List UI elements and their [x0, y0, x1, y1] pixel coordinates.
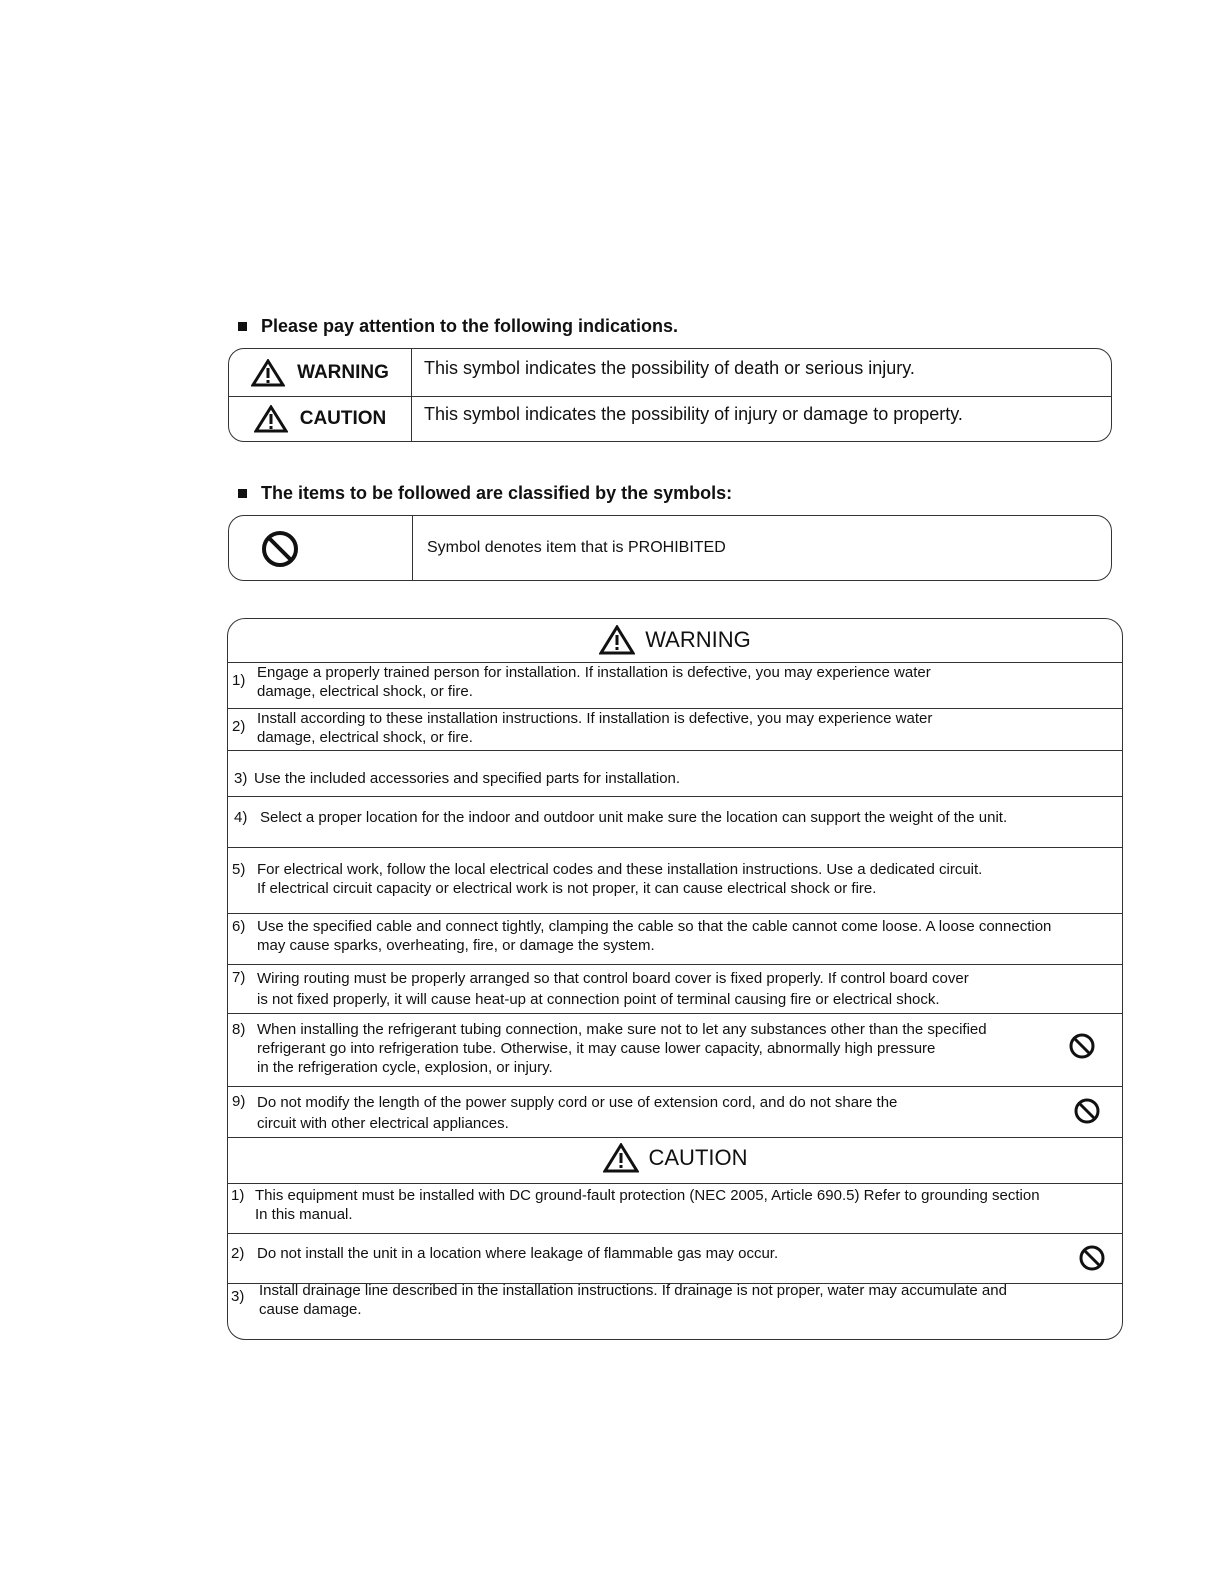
item-number: 8) — [232, 1021, 246, 1038]
safety-precautions-box — [227, 618, 1123, 1340]
indications-heading-text: Please pay attention to the following indications. — [261, 316, 679, 336]
legend-symbol-warning — [229, 349, 412, 396]
item-text: Do not modify the length of the power supply cord or use of extension cord, and do not share the circuit with other electrical appliances. — [257, 1094, 898, 1132]
divider — [228, 913, 1122, 914]
warning-section-title — [228, 625, 1122, 655]
item-text: Engage a properly trained person for installation. If installation is defective, you may experience water damage, electrical shock, or fire. — [257, 664, 931, 700]
legend-row-caution — [229, 396, 1111, 441]
item-number: 4) — [234, 809, 248, 826]
item-number: 7) — [232, 969, 246, 986]
legend-caution-label: CAUTION — [299, 407, 387, 429]
legend-warning-label: WARNING — [297, 361, 389, 383]
item-number: 2) — [232, 718, 246, 735]
item-number: 1) — [232, 672, 246, 689]
item-number: 6) — [232, 918, 246, 935]
item-text: For electrical work, follow the local electrical codes and these installation instructions. Use a dedicated circuit. If electrical circuit capacity or electrical work is not proper, it can cause electrical shock or fire. — [257, 861, 983, 897]
prohibited-description: Symbol denotes item that is PROHIBITED — [427, 539, 726, 556]
divider — [228, 1183, 1122, 1184]
legend-caution-description: This symbol indicates the possibility of injury or damage to property. — [424, 404, 963, 424]
indications-legend — [228, 348, 1112, 442]
indications-heading — [238, 316, 678, 337]
warning-title-text: WARNING — [645, 627, 751, 652]
legend-symbol-caution — [229, 396, 412, 441]
item-text: Do not install the unit in a location where leakage of flammable gas may occur. — [257, 1245, 779, 1262]
item-number: 3) — [231, 1288, 245, 1305]
prohibited-icon — [1079, 1245, 1105, 1271]
warning-triangle-icon — [599, 625, 635, 655]
item-text: Wiring routing must be properly arranged so that control board cover is fixed properly. If control board cover is not fixed properly, it will cause heat-up at connection point of terminal causing fire or electrical shock. — [257, 970, 969, 1008]
item-text: This equipment must be installed with DC ground-fault protection (NEC 2005, Article 690.5) Refer to grounding section In this manual. — [255, 1187, 1040, 1223]
item-text: Install according to these installation instructions. If installation is defective, you may experience water damage, electrical shock, or fire. — [257, 710, 933, 746]
classified-heading-text: The items to be followed are classified by the symbols: — [261, 483, 733, 503]
divider — [228, 750, 1122, 751]
divider — [228, 1137, 1122, 1138]
square-bullet-icon — [238, 489, 247, 498]
item-number: 9) — [232, 1093, 246, 1110]
warning-triangle-icon — [251, 359, 285, 387]
item-text: Select a proper location for the indoor and outdoor unit make sure the location can support the weight of the unit. — [260, 809, 1008, 826]
warning-triangle-icon — [254, 405, 288, 433]
divider — [228, 1233, 1122, 1234]
item-number: 5) — [232, 861, 246, 878]
item-number: 1) — [231, 1187, 245, 1204]
item-text: When installing the refrigerant tubing connection, make sure not to let any substances other than the specified refrigerant go into refrigeration tube. Otherwise, it may cause lower capacity, abnormally high pressure in the refrigeration cycle, explosion, or injury. — [257, 1021, 987, 1076]
item-number: 2) — [231, 1245, 245, 1262]
prohibited-legend — [228, 515, 1112, 581]
item-number: 3) — [234, 770, 248, 787]
item-text: Install drainage line described in the installation instructions. If drainage is not proper, water may accumulate and cause damage. — [259, 1282, 1007, 1318]
divider — [228, 964, 1122, 965]
divider — [228, 847, 1122, 848]
caution-title-text: CAUTION — [648, 1145, 748, 1170]
warning-triangle-icon — [603, 1143, 639, 1173]
square-bullet-icon — [238, 322, 247, 331]
divider — [228, 1013, 1122, 1014]
prohibited-icon — [1074, 1098, 1100, 1124]
item-text: Use the specified cable and connect tightly, clamping the cable so that the cable cannot come loose. A loose connection may cause sparks, overheating, fire, or damage the system. — [257, 918, 1052, 954]
classified-heading — [238, 483, 732, 504]
legend-warning-description: This symbol indicates the possibility of death or serious injury. — [424, 358, 915, 378]
prohibited-icon — [261, 530, 299, 568]
divider — [228, 1086, 1122, 1087]
legend-row-warning — [229, 349, 1111, 397]
prohibited-icon — [1069, 1033, 1095, 1059]
item-text: Use the included accessories and specified parts for installation. — [254, 770, 681, 787]
divider — [228, 796, 1122, 797]
caution-section-title — [228, 1143, 1122, 1173]
prohibited-symbol-cell — [229, 516, 413, 580]
